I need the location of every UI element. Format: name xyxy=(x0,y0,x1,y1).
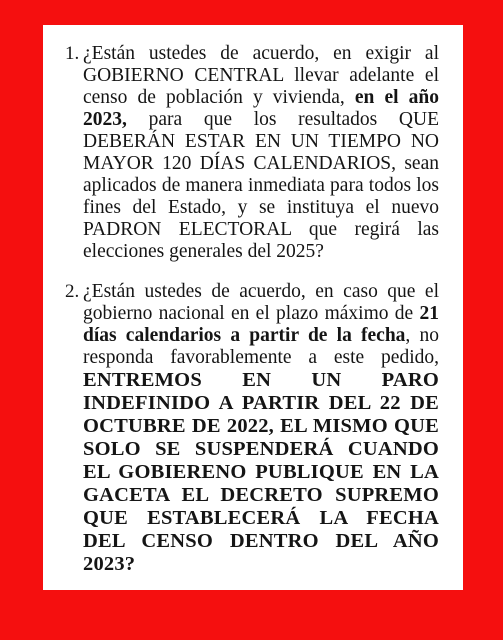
question-2 xyxy=(65,281,439,576)
question-1-part-1: ¿Están ustedes de acuerdo, en exigir al GOBIERNO CENTRAL llevar adelante el censo de población y vivienda, xyxy=(83,43,439,108)
question-1-part-3: para que los resultados QUE DEBERÁN ESTAR EN UN TIEMPO NO MAYOR 120 DÍAS CALENDARIOS, sean aplicados de manera inmediata para todos los fines del Estado, y se instituya el nuevo PADRON ELECTORAL que regirá las elecciones generales del 2025? xyxy=(83,109,439,262)
question-1-text xyxy=(83,43,439,263)
question-2-text xyxy=(83,281,439,576)
question-2-part-1: ¿Están ustedes de acuerdo, en caso que el gobierno nacional en el plazo máximo de xyxy=(83,281,439,324)
question-2-part-4: ENTREMOS EN UN PARO INDEFINIDO A PARTIR DEL 22 DE OCTUBRE DE 2022, EL MISMO QUE SOLO SE SUSPENDERÁ CUANDO EL GOBIERENO PUBLIQUE EN LA GACETA EL DECRETO SUPREMO QUE ESTABLECERÁ LA FECHA DEL CENSO DENTRO DEL AÑO 2023? xyxy=(83,369,439,575)
question-1-part-2: en el año 2023, xyxy=(83,87,439,130)
question-2-part-3: , no responda favorablemente a este pedido, xyxy=(83,325,439,368)
question-1 xyxy=(65,43,439,263)
document-card xyxy=(43,25,463,590)
question-1-number: 1. xyxy=(65,43,80,64)
question-2-number: 2. xyxy=(65,281,80,302)
question-2-part-2: 21 días calendarios a partir de la fecha xyxy=(83,303,439,346)
